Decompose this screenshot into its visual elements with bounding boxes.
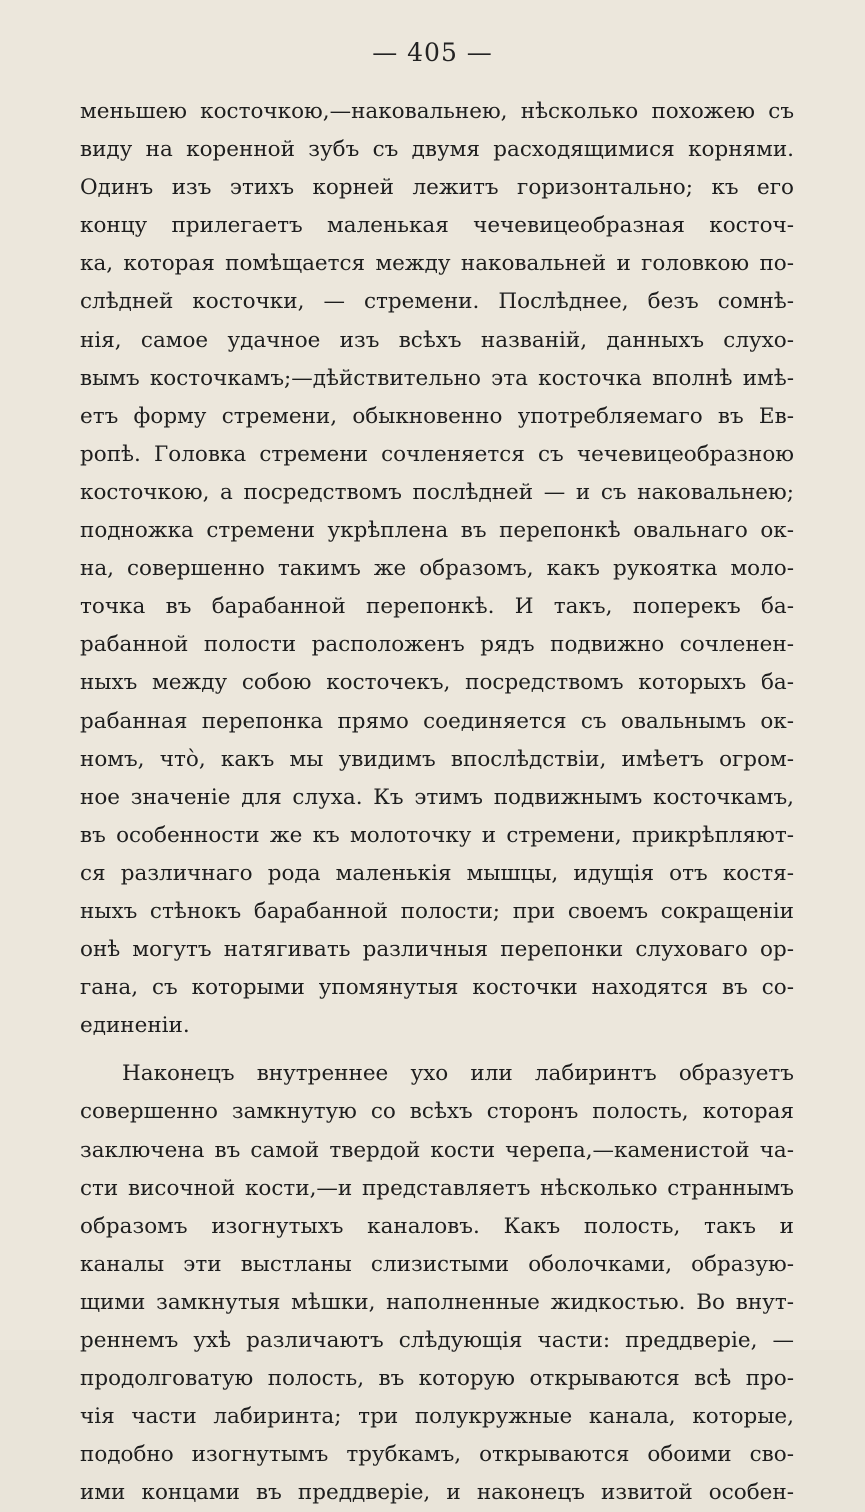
text-line: Наконецъ внутреннее ухо или лабиринтъ образуетъ bbox=[122, 1061, 794, 1087]
text-line: ропѣ. Головка стремени сочленяется съ чечевицеобразною bbox=[80, 441, 794, 467]
text-line: точка въ барабанной перепонкѣ. И такъ, поперекъ ба- bbox=[80, 594, 794, 620]
text-line: концу прилегаетъ маленькая чечевицеобразная косточ- bbox=[80, 213, 794, 239]
text-line: нія, самое удачное изъ всѣхъ названій, данныхъ слухо- bbox=[80, 327, 794, 353]
text-line: рабанной полости расположенъ рядъ подвижно сочленен- bbox=[80, 632, 794, 658]
text-line: ими концами въ преддверіе, и наконецъ извитой особен- bbox=[80, 1480, 794, 1506]
text-line: ка, которая помѣщается между наковальней и головкою по- bbox=[80, 251, 794, 277]
text-line: единеніи. bbox=[80, 1013, 190, 1039]
page-number: — 405 — bbox=[372, 38, 493, 67]
text-line: совершенно замкнутую со всѣхъ сторонъ полость, которая bbox=[80, 1099, 794, 1125]
text-line: вымъ косточкамъ;—дѣйствительно эта косточка вполнѣ имѣ- bbox=[80, 365, 794, 391]
text-line: заключена въ самой твердой кости черепа,—каменистой ча- bbox=[80, 1137, 794, 1163]
text-line: онѣ могутъ натягивать различныя перепонки слуховаго ор- bbox=[80, 937, 794, 963]
text-line: ное значеніе для слуха. Къ этимъ подвижнымъ косточкамъ, bbox=[80, 784, 794, 810]
text-line: продолговатую полость, въ которую открываются всѣ про- bbox=[80, 1366, 794, 1392]
text-line: образомъ изогнутыхъ каналовъ. Какъ полость, такъ и bbox=[80, 1213, 794, 1239]
text-line: етъ форму стремени, обыкновенно употребляемаго въ Ев- bbox=[80, 403, 794, 429]
paragraph-gap bbox=[80, 1045, 794, 1055]
text-line: Одинъ изъ этихъ корней лежитъ горизонтально; къ его bbox=[80, 175, 794, 201]
text-line: на, совершенно такимъ же образомъ, какъ рукоятка моло- bbox=[80, 556, 794, 582]
text-line: чія части лабиринта; три полукружные канала, которые, bbox=[80, 1404, 794, 1430]
text-line: подобно изогнутымъ трубкамъ, открываются обоими сво- bbox=[80, 1442, 794, 1468]
text-line: ныхъ между собою косточекъ, посредствомъ которыхъ ба- bbox=[80, 670, 794, 696]
text-line: щими замкнутыя мѣшки, наполненные жидкостью. Во внут- bbox=[80, 1289, 794, 1315]
text-line: каналы эти выстланы слизистыми оболочками, образую- bbox=[80, 1251, 794, 1277]
text-line: гана, съ которыми упомянутыя косточки находятся въ со- bbox=[80, 975, 794, 1001]
text-line: сти височной кости,—и представляетъ нѣсколько страннымъ bbox=[80, 1175, 794, 1201]
text-line: въ особенности же къ молоточку и стремени, прикрѣпляют- bbox=[80, 822, 794, 848]
text-line: номъ, что̀, какъ мы увидимъ впослѣдствіи, имѣетъ огром- bbox=[80, 746, 794, 772]
text-line: рабанная перепонка прямо соединяется съ овальнымъ ок- bbox=[80, 708, 794, 734]
text-line: реннемъ ухѣ различаютъ слѣдующія части: преддверіе, — bbox=[80, 1328, 794, 1353]
text-line: ся различнаго рода маленькія мышцы, идущія отъ костя- bbox=[80, 860, 794, 886]
text-line: подножка стремени укрѣплена въ перепонкѣ овальнаго ок- bbox=[80, 518, 794, 544]
body-text bbox=[80, 93, 794, 1512]
text-line: меньшею косточкою,—наковальнею, нѣсколько похожею съ bbox=[80, 99, 794, 124]
text-line: ныхъ стѣнокъ барабанной полости; при своемъ сокращеніи bbox=[80, 898, 794, 924]
text-line: виду на коренной зубъ съ двумя расходящимися корнями. bbox=[80, 137, 794, 163]
text-line: косточкою, а посредствомъ послѣдней — и съ наковальнею; bbox=[80, 479, 794, 505]
text-line: слѣдней косточки, — стремени. Послѣднее, безъ сомнѣ- bbox=[80, 289, 794, 315]
